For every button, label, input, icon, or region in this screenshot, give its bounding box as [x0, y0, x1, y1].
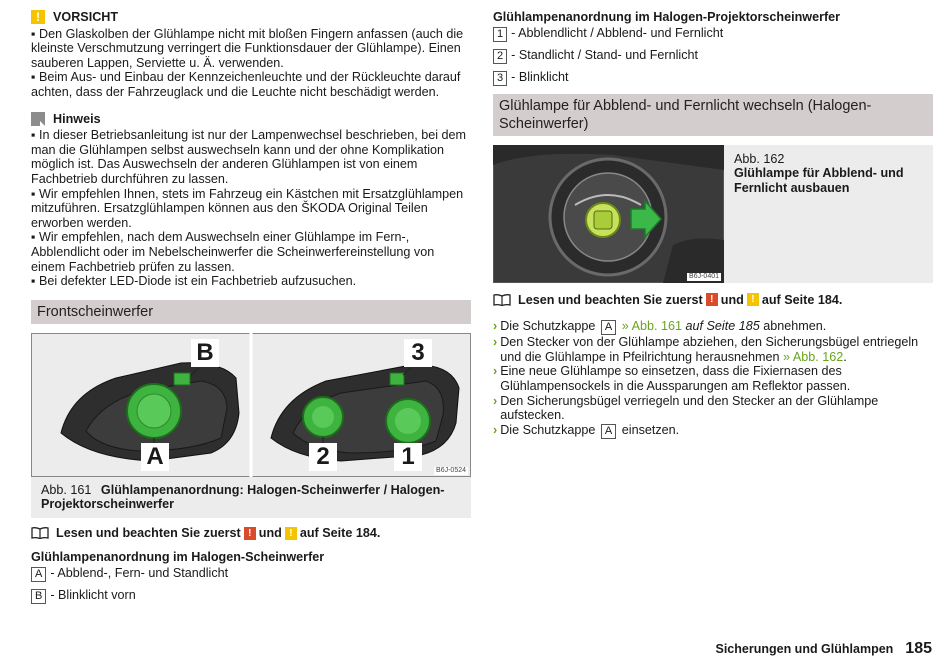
read-note-left	[31, 526, 471, 541]
step-text	[500, 319, 826, 335]
step-text: Eine neue Glühlampe so einsetzen, dass die Fixiernasen des Glühlampensockels in die Aussparungen am Reflektor passen.	[500, 364, 851, 393]
list-item	[493, 70, 933, 86]
warning-icon: !	[747, 293, 759, 306]
note-item: ▪ In dieser Betriebsanleitung ist nur der Lampenwechsel beschrieben, bei dem man die Glühlampen selbst auswechseln kann und der ohne Komplikation möglich ist. Das Auswechseln der anderen Glühlampen ist von einem Fachbetrieb durchführen zu lassen.	[31, 128, 471, 186]
key-badge: A	[31, 567, 46, 582]
caution-heading	[31, 10, 471, 25]
arrow-icon: ›	[493, 364, 498, 379]
key-badge: A	[601, 424, 616, 439]
step-text	[500, 335, 933, 364]
list-title-halogen: Glühlampenanordnung im Halogen-Scheinwerfer	[31, 550, 325, 565]
note-title: Hinweis	[53, 111, 101, 126]
note-item: ▪ Bei defekter LED-Diode ist ein Fachbetrieb aufzusuchen.	[31, 274, 471, 289]
page-footer	[716, 642, 933, 657]
figure-code: B6J-0524	[436, 466, 466, 474]
key-badge: B	[31, 589, 46, 604]
footer-section: Sicherungen und Glühlampen	[715, 642, 894, 657]
step-item	[493, 319, 933, 335]
list-item-text: - Blinklicht	[511, 69, 569, 84]
section-title-front: Frontscheinwerfer	[31, 300, 471, 324]
read-note-prefix: Lesen und beachten Sie zuerst	[518, 292, 703, 307]
right-column	[493, 10, 933, 439]
step-text-part: Die Schutzkappe	[500, 422, 596, 437]
read-note-mid: und	[720, 292, 744, 307]
list-item	[493, 48, 933, 64]
step-item	[493, 423, 933, 439]
key-badge: 2	[493, 49, 507, 64]
step-text-part: Den Stecker von der Glühlampe abziehen, den Sicherungsbügel entriegeln und die Glühlampe in Pfeilrichtung herausnehmen	[500, 335, 919, 364]
arrow-icon: ›	[493, 335, 498, 350]
key-badge: 1	[493, 27, 507, 42]
read-note-suffix: auf Seite 184.	[299, 525, 381, 540]
figure-162-image	[493, 145, 724, 283]
list-item	[31, 566, 471, 582]
step-text-part: Die Schutzkappe	[500, 319, 596, 334]
figure-162-label: Abb. 162	[734, 151, 785, 166]
page-number: 185	[905, 640, 932, 658]
figure-162-caption	[724, 145, 933, 283]
steps-list	[493, 319, 933, 439]
note-item: ▪ Wir empfehlen, nach dem Auswechseln einer Glühlampe im Fern-, Abblendlicht oder im Nebelscheinwerfer die Scheinwerfereinstellung von einem Fachbetrieb prüfen zu lassen.	[31, 230, 471, 274]
arrow-icon: ›	[493, 422, 498, 437]
step-text	[500, 423, 679, 439]
book-icon	[31, 527, 49, 539]
list-item-text: - Standlicht / Stand- und Fernlicht	[511, 47, 699, 62]
list-item-text: - Abblendlicht / Abblend- und Fernlicht	[511, 25, 724, 40]
step-item	[493, 364, 933, 393]
step-text: Den Sicherungsbügel verriegeln und den Stecker an der Glühlampe aufstecken.	[500, 393, 879, 423]
section-title-bulb-change: Glühlampe für Abblend- und Fernlicht wechseln (Halogen-Scheinwerfer)	[493, 94, 933, 136]
arrow-icon: ›	[493, 393, 498, 408]
label-1: 1	[394, 443, 422, 471]
figure-162-title: Glühlampe für Abblend- und Fernlicht ausbauen	[734, 166, 904, 195]
figure-link[interactable]: » Abb. 162	[783, 349, 844, 364]
label-2: 2	[309, 443, 337, 471]
caution-title: VORSICHT	[53, 10, 119, 24]
left-column	[31, 10, 471, 610]
label-b: B	[191, 339, 219, 367]
arrow-icon: ›	[493, 319, 498, 334]
read-note-prefix: Lesen und beachten Sie zuerst	[56, 525, 241, 540]
label-a: A	[141, 443, 169, 471]
note-box	[31, 112, 471, 289]
figure-161-caption	[31, 477, 471, 518]
note-icon	[31, 112, 45, 126]
page-ref: auf Seite 185	[685, 319, 760, 334]
figure-162	[493, 145, 933, 283]
bulb-removal-illustration	[493, 145, 724, 283]
list-item-text: - Blinklicht vorn	[50, 588, 136, 603]
figure-code: B6J-0401	[689, 272, 719, 280]
read-note-mid: und	[258, 525, 282, 540]
step-item	[493, 394, 933, 423]
list-item-text: - Abblend-, Fern- und Standlicht	[50, 566, 229, 581]
figure-161-title: Glühlampenanordnung: Halogen-Scheinwerfer / Halogen-Projektorscheinwerfer	[41, 482, 445, 512]
caution-box	[31, 10, 471, 100]
note-item: ▪ Wir empfehlen Ihnen, stets im Fahrzeug ein Kästchen mit Ersatzglühlampen mitzuführen. Ersatzglühlampen können aus den ŠKODA Original Teilen erworben werden.	[31, 187, 471, 231]
key-badge: A	[601, 320, 616, 335]
danger-icon: !	[244, 527, 256, 540]
read-note-suffix: auf Seite 184.	[761, 292, 843, 307]
caution-item: ▪ Beim Aus- und Einbau der Kennzeichenleuchte und der Rückleuchte darauf achten, dass der Fahrzeuglack und die Leuchte nicht beschädigt werden.	[31, 70, 471, 99]
label-3: 3	[404, 339, 432, 367]
figure-161-label: Abb. 161	[41, 482, 92, 497]
list-title-projector: Glühlampenanordnung im Halogen-Projektorscheinwerfer	[493, 10, 841, 24]
read-note-right	[493, 293, 933, 308]
warning-icon: !	[285, 527, 297, 540]
note-heading	[31, 112, 471, 127]
list-item	[493, 26, 933, 42]
step-item	[493, 335, 933, 364]
exclamation-icon: !	[31, 10, 45, 24]
list-item	[31, 588, 471, 604]
step-text-part: abnehmen.	[763, 319, 827, 334]
caution-item: ▪ Den Glaskolben der Glühlampe nicht mit bloßen Fingern anfassen (auch die kleinste Verschmutzung verringert die Funktionsdauer der Glühlampe). Einen sauberen Lappen, Serviette u. Ä. verwenden.	[31, 27, 471, 71]
danger-icon: !	[706, 293, 718, 306]
book-icon	[493, 294, 511, 306]
step-text-part: .	[843, 349, 847, 364]
figure-link[interactable]: » Abb. 161	[621, 319, 682, 334]
figure-161	[31, 333, 471, 477]
step-text-part: einsetzen.	[621, 422, 680, 437]
key-badge: 3	[493, 71, 507, 86]
